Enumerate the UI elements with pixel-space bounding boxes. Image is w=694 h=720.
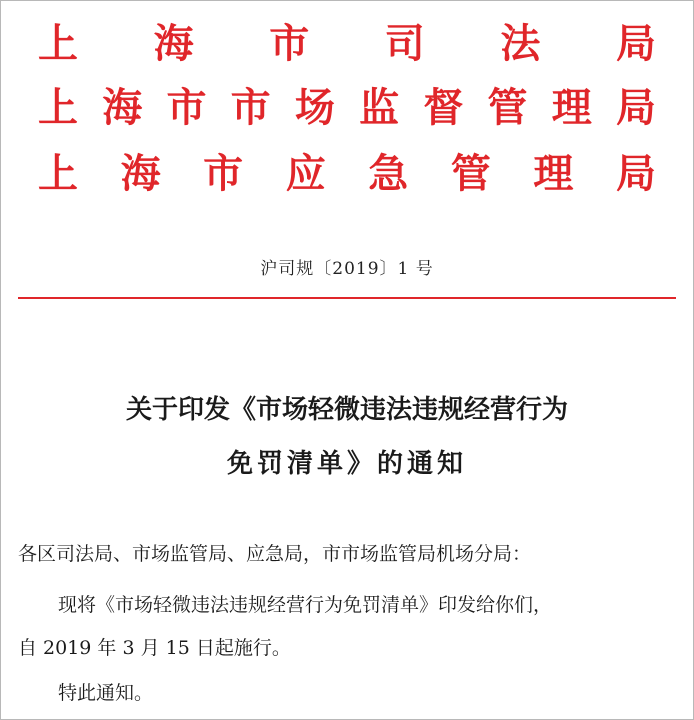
issuer-char: 应 [285, 150, 326, 197]
issuer-char: 市 [230, 84, 271, 131]
issuer-char: 监 [359, 84, 400, 131]
issuer-char: 管 [487, 84, 528, 131]
issuer-char: 市 [203, 150, 244, 197]
issuer-char: 局 [615, 150, 656, 197]
body-paragraph-line-2: 自 2019 年 3 月 15 日起施行。 [18, 637, 291, 659]
issuer-char: 市 [166, 84, 207, 131]
issuer-char: 法 [500, 20, 541, 67]
issuer-line-justice-bureau [38, 20, 656, 68]
issuer-line-emergency-management [38, 150, 656, 198]
issuer-char: 上 [38, 150, 78, 197]
issuer-line-market-supervision [38, 84, 656, 132]
issuer-char: 海 [153, 20, 194, 67]
document-number: 沪司规〔2019〕1 号 [260, 259, 434, 279]
issuer-char: 督 [423, 84, 464, 131]
issuer-char: 理 [533, 150, 574, 197]
addressee: 各区司法局、市场监管局、应急局，市市场监管局机场分局： [18, 543, 532, 565]
issuer-char: 急 [368, 150, 409, 197]
red-divider-line [18, 297, 676, 299]
issuer-char: 场 [294, 84, 335, 131]
issuer-char: 市 [269, 20, 310, 67]
issuer-char: 上 [38, 20, 78, 67]
issuer-char: 上 [38, 84, 78, 131]
issuer-char: 管 [450, 150, 491, 197]
issuer-char: 海 [120, 150, 161, 197]
issuer-char: 局 [615, 84, 656, 131]
issuer-char: 海 [102, 84, 143, 131]
document-title-line-1: 关于印发《市场轻微违法违规经营行为 [125, 395, 568, 425]
issuer-char: 司 [384, 20, 425, 67]
closing-statement: 特此通知。 [58, 682, 154, 704]
body-paragraph-line-1: 现将《市场轻微违法违规经营行为免罚清单》印发给你们， [58, 594, 553, 616]
document-title-line-2: 免罚清单》的通知 [226, 449, 467, 479]
issuer-char: 理 [551, 84, 592, 131]
issuer-char: 局 [615, 20, 656, 67]
